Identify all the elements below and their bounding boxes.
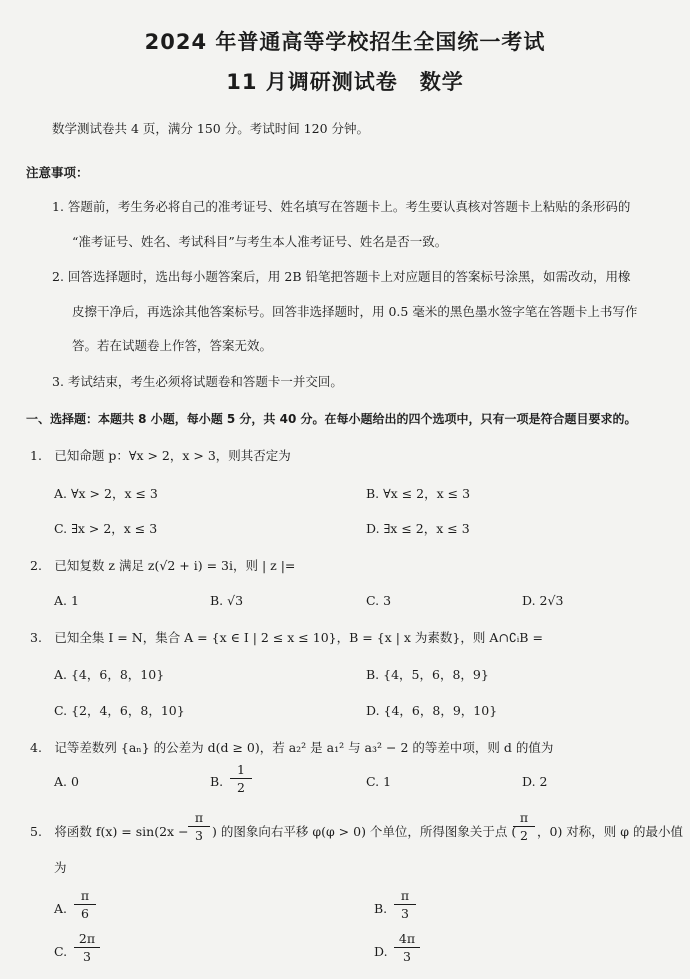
- fraction-denominator: 6: [81, 906, 89, 921]
- question-5-stem-cont: 为: [54, 860, 67, 875]
- notice-line: “准考证号、姓名、考试科目”与考生本人准考证号、姓名是否一致。: [72, 234, 448, 249]
- q5-option-b-fraction: [394, 888, 416, 921]
- q4-option-d: D. 2: [522, 774, 548, 789]
- fraction-denominator: 2: [520, 828, 528, 843]
- q5-option-d-label: D.: [374, 944, 388, 959]
- fraction-numerator: π: [188, 810, 210, 827]
- q2-option-d: D. 2√3: [522, 593, 564, 608]
- fraction-denominator: 3: [401, 906, 409, 921]
- question-4-stem: 4. 记等差数列 {aₙ} 的公差为 d(d ≥ 0)，若 a₂² 是 a₁² 与 a₃² − 2 的等差中项，则 d 的值为: [30, 740, 554, 755]
- q5-point-fraction: [513, 810, 535, 843]
- notice-line: 2. 回答选择题时，选出每小题答案后，用 2B 铅笔把答题卡上对应题目的答案标号涂黑，如需改动，用橡: [52, 269, 631, 284]
- q3-option-d: D. {4，6，8，9，10}: [366, 703, 498, 718]
- q3-option-c: C. {2，4，6，8，10}: [54, 703, 185, 718]
- q5-option-b-label: B.: [374, 901, 388, 916]
- q3-option-b: B. {4，5，6，8，9}: [366, 667, 489, 682]
- q5-option-a-label: A.: [54, 901, 68, 916]
- exam-title: 2024 年普通高等学校招生全国统一考试: [144, 30, 546, 54]
- notice-line: 皮擦干净后，再选涂其他答案标号。回答非选择题时，用 0.5 毫米的黑色墨水签字笔在答题卡上书写作: [72, 304, 638, 319]
- fraction-numerator: π: [394, 888, 416, 905]
- q1-option-c: C. ∃x > 2，x ≤ 3: [54, 521, 158, 536]
- fraction-numerator: 1: [230, 762, 252, 779]
- question-5-stem-part2: ) 的图象向右平移 φ(φ > 0) 个单位，所得图象关于点 (: [212, 824, 517, 839]
- q5-option-c-fraction: [74, 931, 100, 964]
- notice-line: 1. 答题前，考生务必将自己的准考证号、姓名填写在答题卡上。考生要认真核对答题卡上粘贴的条形码的: [52, 199, 631, 214]
- q4-option-a: A. 0: [54, 774, 79, 789]
- section-heading: 一、选择题：本题共 8 小题，每小题 5 分，共 40 分。在每小题给出的四个选项中，只有一项是符合题目要求的。: [26, 412, 637, 426]
- question-2-stem: 2. 已知复数 z 满足 z(√2 + i) = 3i，则 | z |=: [30, 558, 296, 573]
- q4-option-b-fraction: [230, 762, 252, 795]
- q1-option-b: B. ∀x ≤ 2，x ≤ 3: [366, 486, 471, 501]
- fraction-numerator: π: [513, 810, 535, 827]
- q5-stem-fraction: [188, 810, 210, 843]
- notice-heading: 注意事项：: [26, 165, 89, 180]
- question-5-stem-part1: 5. 将函数 f(x) = sin(2x −: [30, 824, 189, 839]
- q5-option-d-fraction: [394, 931, 420, 964]
- q4-option-c: C. 1: [366, 774, 392, 789]
- q3-option-a: A. {4，6，8，10}: [54, 667, 165, 682]
- q2-option-b: B. √3: [210, 593, 244, 608]
- fraction-denominator: 3: [195, 828, 203, 843]
- fraction-denominator: 3: [83, 949, 91, 964]
- fraction-numerator: 4π: [394, 931, 420, 948]
- notice-line: 3. 考试结束，考生必须将试题卷和答题卡一并交回。: [52, 374, 343, 389]
- fraction-numerator: π: [74, 888, 96, 905]
- intro-text: 数学测试卷共 4 页，满分 150 分。考试时间 120 分钟。: [52, 121, 370, 136]
- q5-option-a-fraction: [74, 888, 96, 921]
- q1-option-d: D. ∃x ≤ 2，x ≤ 3: [366, 521, 470, 536]
- notice-line: 答。若在试题卷上作答，答案无效。: [72, 338, 273, 353]
- fraction-denominator: 2: [237, 780, 245, 795]
- exam-subtitle: 11 月调研测试卷 数学: [226, 70, 464, 94]
- question-5-stem-part3: ，0) 对称，则 φ 的最小值: [537, 824, 684, 839]
- fraction-denominator: 3: [403, 949, 411, 964]
- q1-option-a: A. ∀x > 2，x ≤ 3: [54, 486, 158, 501]
- q4-option-b-label: B.: [210, 774, 224, 789]
- q2-option-a: A. 1: [54, 593, 79, 608]
- q5-option-c-label: C.: [54, 944, 68, 959]
- fraction-numerator: 2π: [74, 931, 100, 948]
- question-1-stem: 1. 已知命题 p：∀x > 2，x > 3，则其否定为: [30, 448, 291, 463]
- question-3-stem: 3. 已知全集 I = N，集合 A = {x ∈ I | 2 ≤ x ≤ 10}，B = {x | x 为素数}，则 A∩∁ᵢB =: [30, 630, 543, 645]
- q2-option-c: C. 3: [366, 593, 392, 608]
